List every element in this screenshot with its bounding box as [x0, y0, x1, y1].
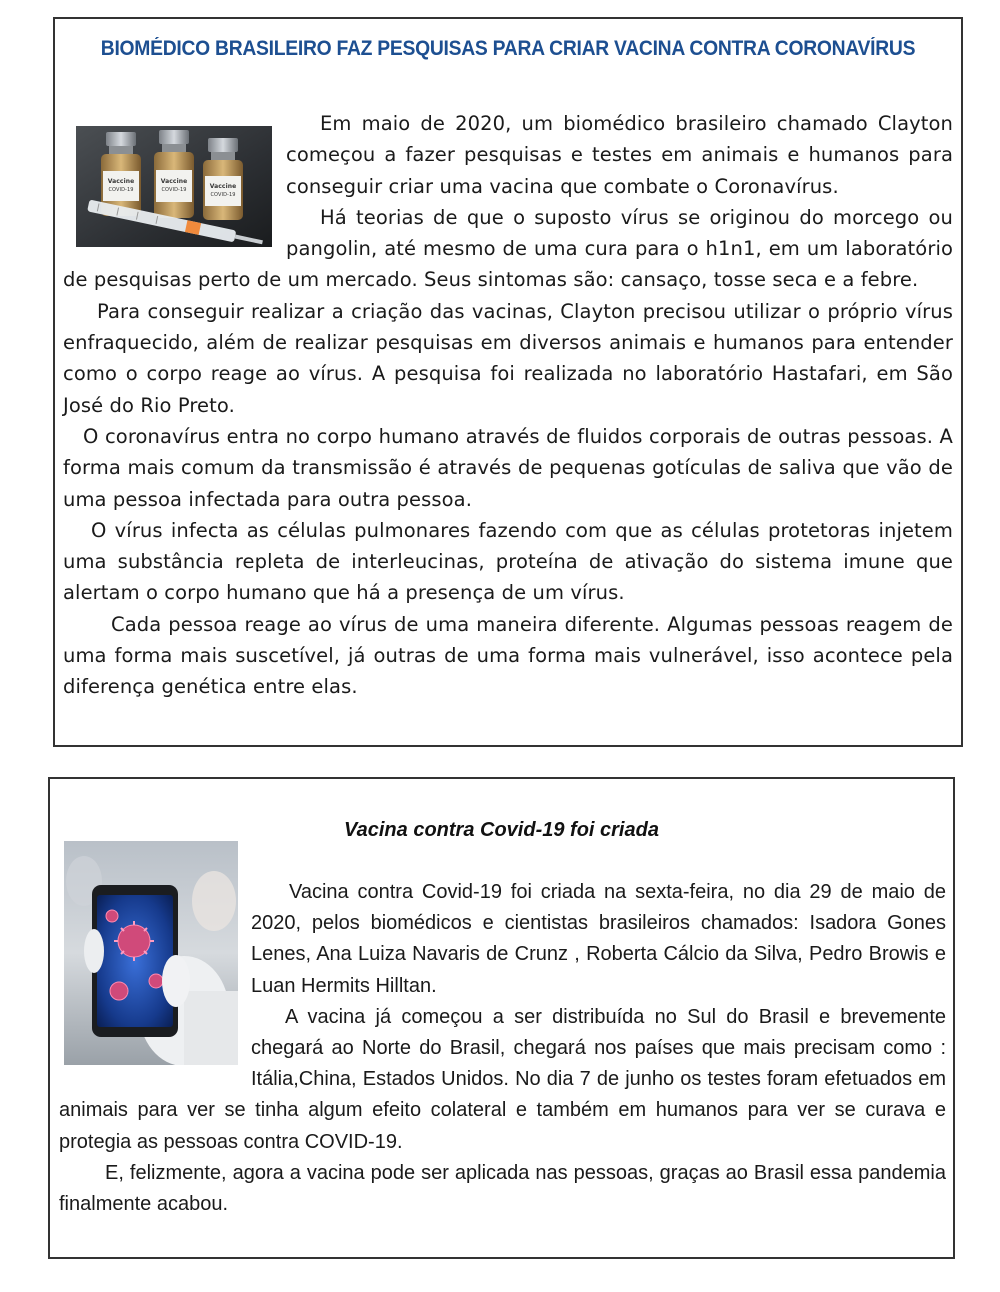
article-2-box	[48, 777, 955, 1259]
article-2-paragraph-3: E, felizmente, agora a vacina pode ser aplicada nas pessoas, graças ao Brasil essa pandemia finalmente acabou.	[59, 1161, 946, 1216]
article-1-paragraph-6: Cada pessoa reage ao vírus de uma maneira diferente. Algumas pessoas reagem de uma forma mais suscetível, já outras de uma forma mais vulnerável, isso acontece pela diferença genética entre elas.	[63, 612, 953, 699]
svg-text:COVID-19: COVID-19	[108, 187, 134, 193]
vaccine-vials-image	[76, 126, 272, 247]
article-1-paragraph-2: Há teorias de que o suposto vírus se originou do morcego ou pangolin, até mesmo de uma cura para o h1n1, em um laboratório de pesquisas perto de um mercado. Seus sintomas são: cansaço, tosse seca e a febre.	[63, 205, 953, 292]
phone-virus-image	[64, 841, 238, 1065]
article-1-box	[53, 17, 963, 747]
article-1-paragraph-5: O vírus infecta as células pulmonares fazendo com que as células protetoras injetem uma substância repleta de interleucinas, proteína de ativação do sistema imune que alertam o corpo humano que há a presença de um vírus.	[63, 518, 953, 605]
svg-text:Vaccine: Vaccine	[107, 178, 135, 185]
article-2-paragraph-2: A vacina já começou a ser distribuída no Sul do Brasil e brevemente chegará ao Norte do Brasil, chegará nos países que mais precisam como : Itália,China, Estados Unidos. No dia 7 de junho os testes foram efetuados em animais para ver se tinha algum efeito colateral e também em humanos para ver se curava e protegia as pessoas contra COVID-19.	[59, 1005, 946, 1153]
article-1-paragraph-3: Para conseguir realizar a criação das vacinas, Clayton precisou utilizar o próprio vírus enfraquecido, além de realizar pesquisas em diversos animais e humanos para entender como o corpo reage ao vírus. A pesquisa foi realizada no laboratório Hastafari, em São José do Rio Preto.	[63, 299, 953, 417]
article-1-paragraph-1: Em maio de 2020, um biomédico brasileiro chamado Clayton começou a fazer pesquisas e testes em animais e humanos para conseguir criar uma vacina que combate o Coronavírus.	[286, 112, 953, 198]
article-1-title: BIOMÉDICO BRASILEIRO FAZ PESQUISAS PARA CRIAR VACINA CONTRA CORONAVÍRUS	[100, 37, 916, 60]
article-1-body	[63, 108, 953, 703]
article-2-body	[59, 877, 946, 1220]
article-1-paragraph-4: O coronavírus entra no corpo humano através de fluidos corporais de outras pessoas. A forma mais comum da transmissão é através de pequenas gotículas de saliva que vão de uma pessoa infectada para outra pessoa.	[63, 424, 953, 511]
svg-text:COVID-19: COVID-19	[210, 192, 236, 198]
article-2-paragraph-1: Vacina contra Covid-19 foi criada na sexta-feira, no dia 29 de maio de 2020, pelos biomédicos e cientistas brasileiros chamados: Isadora Gones Lenes, Ana Luiza Navaris de Crunz , Roberta Cálcio da Silva, Pedro Browis e Luan Hermits Hilltan.	[251, 881, 946, 997]
svg-text:COVID-19: COVID-19	[161, 187, 187, 193]
article-2-title: Vacina contra Covid-19 foi criada	[344, 819, 659, 841]
svg-text:Vaccine: Vaccine	[160, 178, 188, 185]
svg-text:Vaccine: Vaccine	[209, 183, 237, 190]
